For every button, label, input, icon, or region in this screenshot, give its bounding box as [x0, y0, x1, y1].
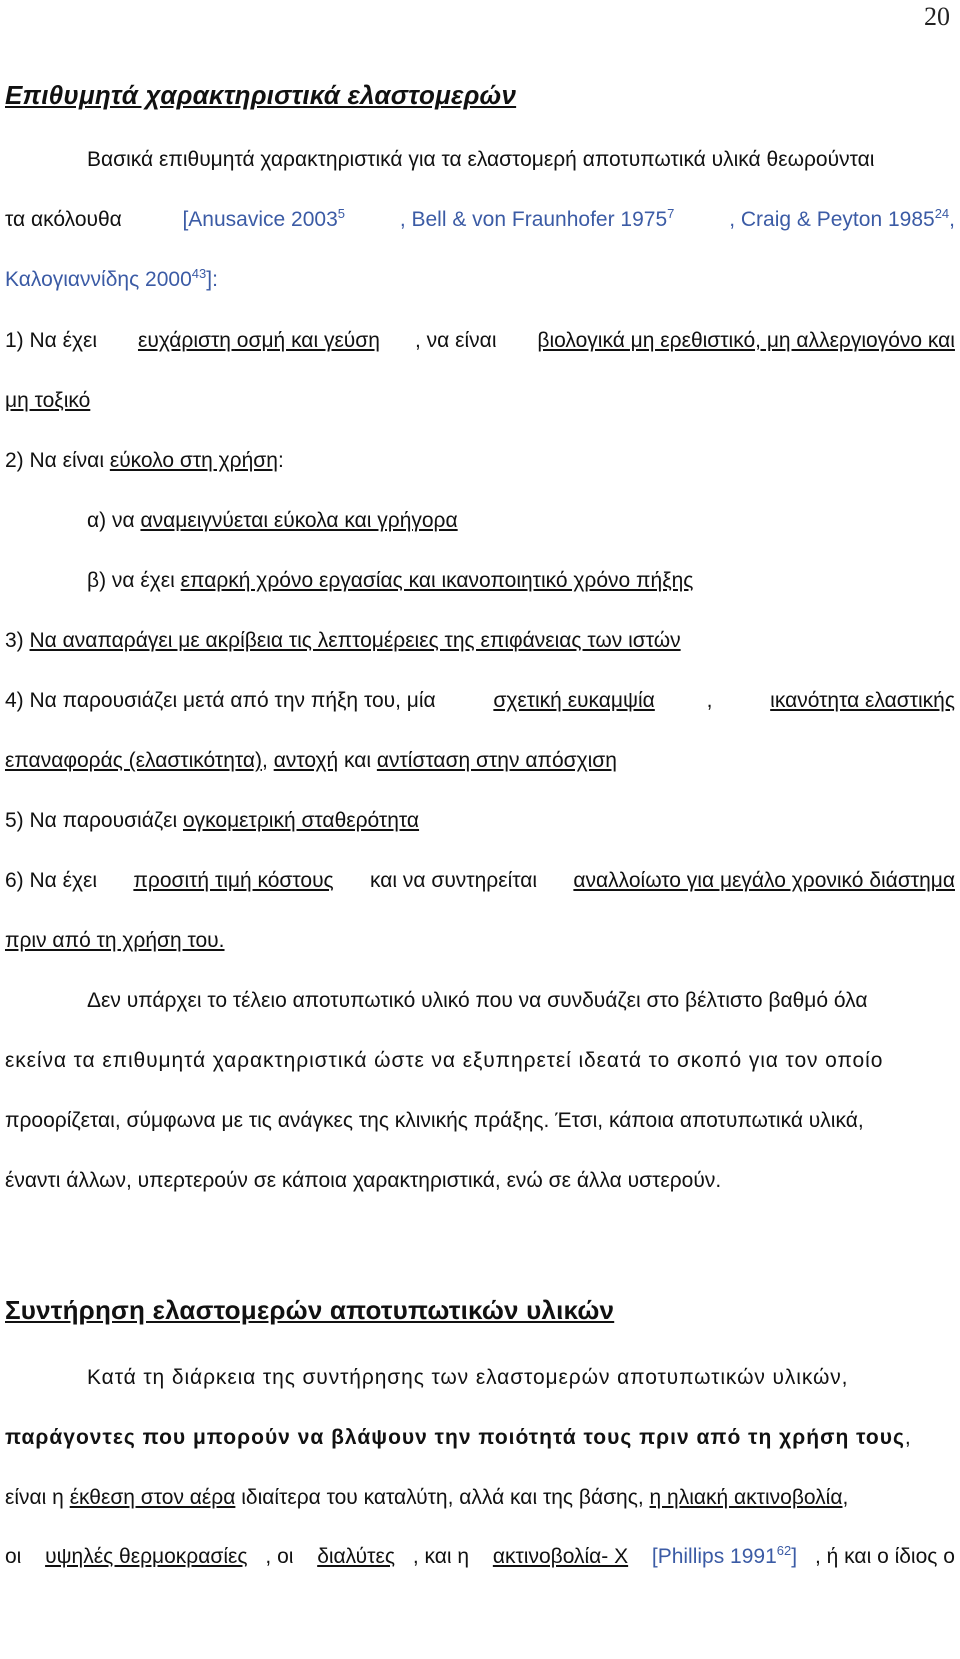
citation-bell: , Bell & von Fraunhofer 1975$^7$	[399, 206, 675, 231]
item-4-line-1: 4) Να παρουσιάζει μετά από την πήξη του, μία σχετική ευκαμψία , ικανότητα ελαστικής	[5, 689, 955, 712]
intro-text: τα ακόλουθα	[5, 208, 128, 231]
item-2a: α) να αναμειγνύεται εύκολα και γρήγορα	[87, 509, 458, 532]
para-line-2: εκείνα τα επιθυμητά χαρακτηριστικά ώστε να εξυπηρετεί ιδεατά το σκοπό για τον οποίο	[5, 1049, 884, 1072]
item-2: 2) Να είναι εύκολο στη χρήση:	[5, 449, 284, 472]
item-2b: β) να έχει επαρκή χρόνο εργασίας και ικανοποιητικό χρόνο πήξης	[87, 569, 694, 592]
section2-line-2: παράγοντες που μπορούν να βλάψουν την ποιότητά τους πριν από τη χρήση τους,	[5, 1426, 911, 1449]
section2-line-1: Κατά τη διάρκεια της συντήρησης των ελαστομερών αποτυπωτικών υλικών,	[87, 1366, 849, 1389]
item-6-line-2: πριν από τη χρήση του.	[5, 929, 225, 952]
page-number: 20	[924, 2, 950, 31]
item-1-line-2: μη τοξικό	[5, 389, 91, 412]
section2-line-4: οι υψηλές θερμοκρασίες , οι διαλύτες , και η ακτινοβολία- Χ [Phillips 1991$^{62}$] , ή και ο ίδιος ο	[5, 1543, 955, 1571]
citation-kalogiannidis: Καλογιαννίδης 2000$^{43}$]:	[5, 266, 218, 291]
item-1-line-1: 1) Να έχει ευχάριστη οσμή και γεύση , να είναι βιολογικά μη ερεθιστικό, μη αλλεργιογόνο και	[5, 329, 955, 352]
item-3: 3) Να αναπαράγει με ακρίβεια τις λεπτομέρειες της επιφάνειας των ιστών	[5, 629, 681, 652]
para-line-3: προορίζεται, σύμφωνα με τις ανάγκες της κλινικής πράξης. Έτσι, κάποια αποτυπωτικά υλικά,	[5, 1109, 864, 1132]
para-line-4: έναντι άλλων, υπερτερούν σε κάποια χαρακτηριστικά, ενώ σε άλλα υστερούν.	[5, 1169, 722, 1192]
item-5: 5) Να παρουσιάζει ογκομετρική σταθερότητα	[5, 809, 420, 832]
citation-anusavice: [Anusavice 2003$^5$	[182, 206, 345, 231]
citation-phillips: [Phillips 1991$^{62}$]	[646, 1543, 798, 1568]
intro-line-2	[5, 206, 955, 234]
intro-line-1: Βασικά επιθυμητά χαρακτηριστικά για τα ελαστομερή αποτυπωτικά υλικά θεωρούνται	[87, 148, 875, 171]
citation-craig: , Craig & Peyton 1985$^{24}$,	[729, 206, 955, 231]
section-heading-maintenance: Συντήρηση ελαστομερών αποτυπωτικών υλικών	[5, 1295, 615, 1325]
section-heading-desired-properties: Επιθυμητά χαρακτηριστικά ελαστομερών	[5, 80, 517, 110]
para-line-1: Δεν υπάρχει το τέλειο αποτυπωτικό υλικό που να συνδυάζει στο βέλτιστο βαθμό όλα	[87, 989, 868, 1012]
section2-line-3: είναι η έκθεση στον αέρα ιδιαίτερα του καταλύτη, αλλά και της βάσης, η ηλιακή ακτινοβολία,	[5, 1486, 849, 1509]
item-6-line-1: 6) Να έχει προσιτή τιμή κόστους και να συντηρείται αναλλοίωτο για μεγάλο χρονικό διάστημα	[5, 869, 955, 892]
item-4-line-2: επαναφοράς (ελαστικότητα), αντοχή και αντίσταση στην απόσχιση	[5, 749, 617, 772]
intro-line-3	[5, 266, 955, 294]
